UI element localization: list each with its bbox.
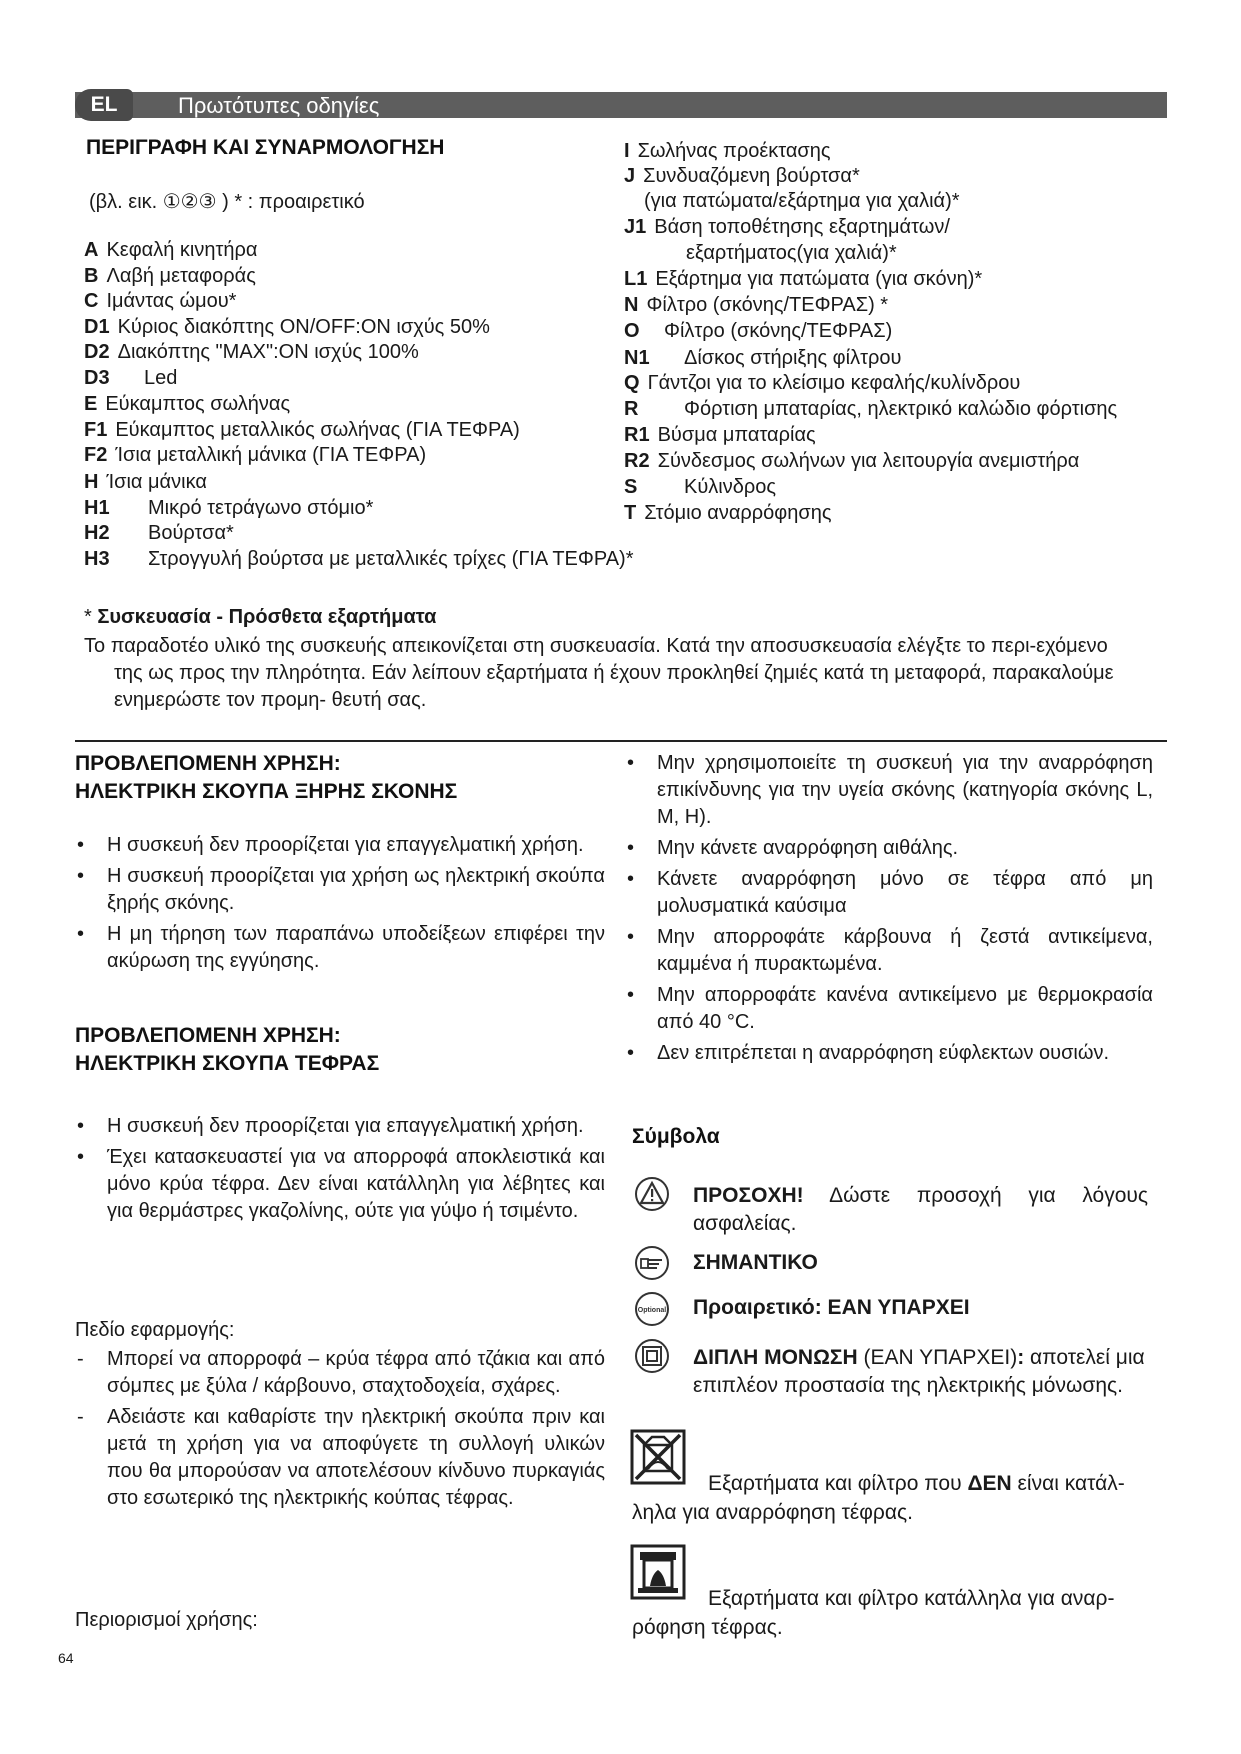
part-label: εξαρτήματος(για χαλιά)* [686, 242, 897, 264]
list-item: • Μην κάνετε αναρρόφηση αιθάλης. [625, 835, 1153, 862]
part-label: Κύλινδρος [684, 476, 776, 498]
list-item: • Η μη τήρηση των παραπάνω υποδείξεων επιφέρει την ακύρωση της εγγύησης. [75, 921, 605, 975]
list-item: • Έχει κατασκευαστεί για να απορροφά αποκλειστικά και μόνο κρύα τέφρα. Δεν είναι κατάλληλη για λέβητες και για θερμάστρες γκαζολίνης, ούτε για γύψο ή τσιμέντο. [75, 1144, 605, 1225]
list-item: • Η συσκευή προορίζεται για χρήση ως ηλεκτρική σκούπα ξηρής σκόνης. [75, 863, 605, 917]
dry-heading-2: ΗΛΕΚΤΡΙΚΗ ΣΚΟΥΠΑ ΞΗΡΗΣ ΣΚΟΝΗΣ [75, 780, 458, 803]
ash-heading-1: ΠΡΟΒΛΕΠΟΜΕΝΗ ΧΡΗΣΗ: [75, 1024, 341, 1047]
double-bold: ΔΙΠΛΗ ΜΟΝΩΣΗ [693, 1346, 858, 1369]
packaging-line-2: της ως προς την πληρότητα. Εάν λείπουν εξαρτήματα ή έχουν προκληθεί ζημιές κατά τη μεταφορά, παρακαλούμε [114, 662, 1114, 684]
part-key: N [624, 294, 639, 316]
part-label: Led [144, 367, 178, 389]
right-part-row [644, 190, 960, 213]
not-for-ash-post: είναι κατάλ- [1011, 1472, 1125, 1495]
part-label: Ιμάντας ώμου* [106, 290, 237, 312]
part-key: H2 [84, 522, 110, 544]
list-item: • Κάνετε αναρρόφηση μόνο σε τέφρα από μη μολυσματικά καύσιμα [625, 866, 1153, 920]
optional-icon [634, 1291, 670, 1327]
left-part-row [84, 471, 207, 494]
part-label: Φόρτιση μπαταρίας, ηλεκτρικό καλώδιο φόρτισης [684, 398, 1118, 420]
part-key: H1 [84, 497, 110, 519]
part-label: Μικρό τετράγωνο στόμιο* [148, 497, 374, 519]
optional-icon-label: Optional [637, 1307, 667, 1314]
list-item: • Δεν επιτρέπεται η αναρρόφηση εύφλεκτων ουσιών. [625, 1040, 1153, 1067]
part-key: D1 [84, 316, 110, 338]
double-mid: (ΕΑΝ ΥΠΑΡΧΕΙ) [857, 1346, 1018, 1369]
figure-reference: (βλ. εικ. ①②③ ) * : προαιρετικό [89, 191, 365, 213]
right-part-row [624, 398, 1117, 421]
part-key: C [84, 290, 99, 312]
symbols-heading: Σύμβολα [632, 1125, 720, 1148]
packaging-line-1: Το παραδοτέο υλικό της συσκευής απεικονίζεται στη συσκευασία. Κατά την αποσυσκευασία ελέγξτε το περι-εχόμενο [84, 635, 1108, 657]
part-label: Στόμιο αναρρόφησης [644, 502, 832, 524]
left-part-row [84, 393, 290, 416]
part-label: Φίλτρο (σκόνης/ΤΕΦΡΑΣ) [664, 320, 893, 342]
packaging-heading: Συσκευασία - Πρόσθετα εξαρτήματα [97, 606, 437, 628]
left-part-row [84, 444, 426, 467]
ash-heading-2: ΗΛΕΚΤΡΙΚΗ ΣΚΟΥΠΑ ΤΕΦΡΑΣ [75, 1052, 380, 1075]
for-ash-line-1: Εξαρτήματα και φίλτρο κατάλληλα για αναρ- [708, 1587, 1115, 1610]
part-label: Ίσια μεταλλική μάνικα (ΓΙΑ ΤΕΦΡΑ) [115, 444, 427, 466]
right-part-row [624, 140, 831, 163]
list-item: - Μπορεί να απορροφά – κρύα τέφρα από τζάκια και από σόμπες με ξύλα / κάρβουνο, σταχτοδοχεία, σχάρες. [75, 1346, 605, 1400]
part-label: Διακόπτης "MAX":ON ισχύς 100% [117, 341, 419, 363]
restrictions-list [625, 750, 1153, 1071]
part-label: Στρογγυλή βούρτσα με μεταλλικές τρίχες (ΓΙΑ ΤΕΦΡΑ)* [148, 548, 634, 570]
part-key: J1 [624, 216, 647, 238]
left-part-row [84, 239, 257, 262]
ash-bullet-list [75, 1113, 605, 1229]
left-part-row [84, 290, 236, 313]
part-key: Q [624, 372, 640, 394]
list-item: • Η συσκευή δεν προορίζεται για επαγγελματική χρήση. [75, 832, 605, 859]
page-number: 64 [58, 1650, 74, 1666]
right-part-row [624, 450, 1079, 473]
right-part-row [624, 502, 832, 525]
language-badge: EL [75, 89, 133, 121]
right-part-row [624, 320, 892, 343]
packaging-star: * [84, 606, 92, 628]
left-part-row [84, 265, 256, 288]
part-key: A [84, 239, 99, 261]
part-label: Ίσια μάνικα [106, 471, 207, 493]
part-key: O [624, 320, 640, 342]
part-key: J [624, 165, 636, 187]
part-key: F1 [84, 419, 108, 441]
not-for-ash-pre: Εξαρτήματα και φίλτρο που [708, 1472, 968, 1495]
dry-bullet-list [75, 832, 605, 979]
description-heading: ΠΕΡΙΓΡΑΦΗ ΚΑΙ ΣΥΝΑΡΜΟΛΟΓΗΣΗ [86, 136, 445, 159]
part-key: S [624, 476, 638, 498]
part-label: Βύσμα μπαταρίας [657, 424, 816, 446]
dry-heading-1: ΠΡΟΒΛΕΠΟΜΕΝΗ ΧΡΗΣΗ: [75, 752, 341, 775]
part-key: I [624, 140, 630, 162]
limits-label: Περιορισμοί χρήσης: [75, 1609, 258, 1631]
part-key: F2 [84, 444, 108, 466]
warning-text: Δώστε προσοχή για λόγους ασφαλείας. [693, 1184, 1148, 1235]
right-part-row [624, 476, 776, 499]
part-label: (για πατώματα/εξάρτημα για χαλιά)* [644, 190, 960, 212]
part-key: L1 [624, 268, 648, 290]
part-key: E [84, 393, 98, 415]
left-part-row [84, 367, 177, 390]
not-for-ash-line-2: ληλα για αναρρόφηση τέφρας. [632, 1501, 913, 1524]
packaging-heading-row [84, 606, 436, 629]
right-part-row [624, 347, 901, 370]
for-ash-icon [630, 1544, 686, 1600]
part-key: R2 [624, 450, 650, 472]
part-key: N1 [624, 347, 650, 369]
list-item: • Η συσκευή δεν προορίζεται για επαγγελματική χρήση. [75, 1113, 605, 1140]
right-part-row [686, 242, 897, 265]
part-label: Γάντζοι για το κλείσιμο κεφαλής/κυλίνδρου [647, 372, 1021, 394]
left-part-row [84, 419, 520, 442]
list-item: - Αδειάστε και καθαρίστε την ηλεκτρική σκούπα πριν και μετά τη χρήση για να αποφύγετε τη συλλογή υλικών που θα μπορούσαν να αποτελέσουν κίνδυνο πυρκαγιάς στο εσωτερικό της ηλεκτρικής κούπας τέφρας. [75, 1404, 605, 1512]
list-item: • Μην απορροφάτε κάρβουνα ή ζεστά αντικείμενα, καμμένα ή πυρακτωμένα. [625, 924, 1153, 978]
part-label: Δίσκος στήριξης φίλτρου [684, 347, 902, 369]
part-key: R1 [624, 424, 650, 446]
part-key: D3 [84, 367, 110, 389]
double-colon: : [1017, 1346, 1025, 1369]
left-part-row [84, 548, 633, 571]
part-label: Συνδυαζόμενη βούρτσα* [643, 165, 860, 187]
left-part-row [84, 316, 490, 339]
list-item: • Μην χρησιμοποιείτε τη συσκευή για την αναρρόφηση επικίνδυνης για την υγεία σκόνης (κατηγορία σκόνης L, M, H). [625, 750, 1153, 831]
right-part-row [624, 372, 1020, 395]
part-key: D2 [84, 341, 110, 363]
part-label: Εύκαμπτος σωλήνας [105, 393, 291, 415]
part-label: Εύκαμπτος μεταλλικός σωλήνας (ΓΙΑ ΤΕΦΡΑ) [115, 419, 520, 441]
packaging-line-3: ενημερώστε τον προμη- θευτή σας. [114, 689, 427, 711]
part-label: Βάση τοποθέτησης εξαρτημάτων/ [654, 216, 950, 238]
left-part-row [84, 497, 373, 520]
right-part-row [624, 216, 950, 239]
part-key: H [84, 471, 99, 493]
double-insulation-icon [634, 1338, 670, 1374]
not-for-ash-line-1 [708, 1472, 1125, 1496]
for-ash-line-2: ρόφηση τέφρας. [632, 1616, 783, 1639]
left-part-row [84, 522, 234, 545]
part-label: Εξάρτημα για πατώματα (για σκόνη)* [655, 268, 983, 290]
part-label: Βούρτσα* [148, 522, 234, 544]
optional-label: Προαιρετικό: ΕΑΝ ΥΠΑΡΧΕΙ [693, 1296, 970, 1319]
right-part-row [624, 424, 816, 447]
part-label: Κύριος διακόπτης ON/OFF:ON ισχύς 50% [117, 316, 490, 338]
part-label: Κεφαλή κινητήρα [106, 239, 258, 261]
header-title: Πρωτότυπες οδηγίες [178, 93, 380, 118]
section-divider [75, 740, 1167, 742]
part-label: Σωλήνας προέκτασης [637, 140, 831, 162]
right-part-row [624, 294, 888, 317]
double-insulation-text [693, 1344, 1153, 1400]
left-part-row [84, 341, 419, 364]
pointing-hand-icon [634, 1245, 670, 1281]
not-for-ash-icon [630, 1429, 686, 1485]
part-key: H3 [84, 548, 110, 570]
part-label: Φίλτρο (σκόνης/ΤΕΦΡΑΣ) * [646, 294, 889, 316]
right-part-row [624, 165, 860, 188]
warning-bold: ΠΡΟΣΟΧΗ! [693, 1184, 804, 1207]
field-dash-list [75, 1346, 605, 1516]
important-label: ΣΗΜΑΝΤΙΚΟ [693, 1251, 818, 1274]
part-key: B [84, 265, 99, 287]
field-label: Πεδίο εφαρμογής: [75, 1319, 235, 1341]
right-part-row [624, 268, 982, 291]
part-key: T [624, 502, 637, 524]
warning-triangle-icon [634, 1176, 670, 1212]
list-item: • Μην απορροφάτε κανένα αντικείμενο με θερμοκρασία από 40 °C. [625, 982, 1153, 1036]
part-label: Σύνδεσμος σωλήνων για λειτουργία ανεμιστήρα [657, 450, 1080, 472]
part-label: Λαβή μεταφοράς [106, 265, 256, 287]
not-for-ash-bold: ΔΕΝ [967, 1472, 1012, 1495]
double-desc: αποτελεί μια επιπλέον προστασία της ηλεκτρικής μόνωσης. [693, 1346, 1145, 1397]
part-key: R [624, 398, 639, 420]
warning-text-block [693, 1182, 1148, 1238]
